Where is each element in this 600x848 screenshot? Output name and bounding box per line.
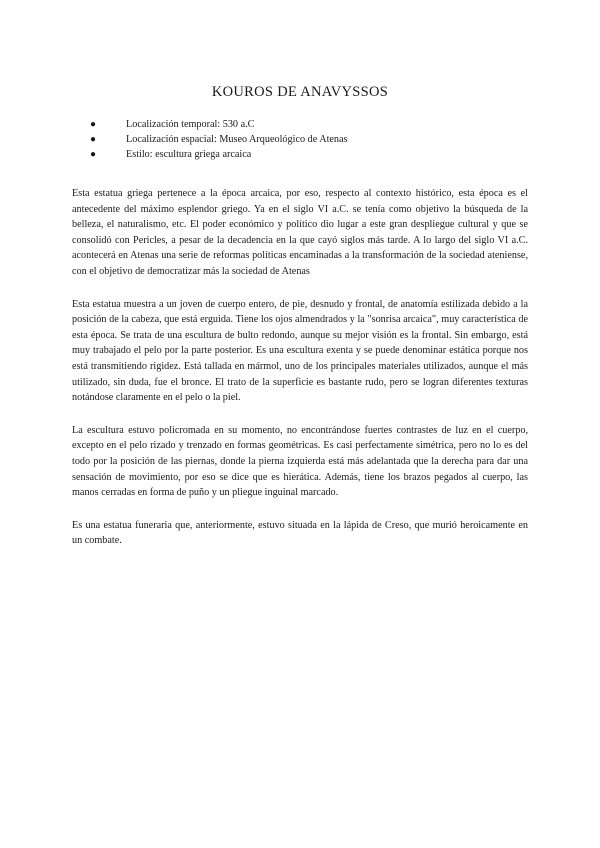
document-title: KOUROS DE ANAVYSSOS	[211, 84, 389, 100]
metadata-item-location	[90, 132, 528, 147]
metadata-text: Localización temporal: 530 a.C	[126, 119, 255, 130]
bullet-icon: ●	[90, 119, 97, 130]
metadata-item-style	[90, 147, 528, 162]
bullet-icon: ●	[90, 134, 97, 145]
metadata-text: Estilo: escultura griega arcaica	[126, 149, 252, 160]
metadata-item-time	[90, 117, 528, 132]
metadata-text: Localización espacial: Museo Arqueológico de Atenas	[126, 134, 348, 145]
bullet-icon: ●	[90, 149, 97, 160]
paragraph-analysis: La escultura estuvo policromada en su momento, no encontrándose fuertes contrastes de luz en el cuerpo, excepto en el pelo rizado y trenzado en formas geométricas. Es casi perfectamente simétrica, pero no lo es del todo por la posición de las piernas, donde la pierna izquierda está más adelantada que la derecha para dar una sensación de movimiento, por eso se dice que es hierática. Además, tiene los brazos pegados al cuerpo, las manos cerradas en forma de puño y un pliegue inguinal marcado.	[72, 424, 528, 499]
paragraph-description: Esta estatua muestra a un joven de cuerpo entero, de pie, desnudo y frontal, de anatomía estilizada debido a la posición de la cabeza, que está erguida. Tiene los ojos almendrados y la "sonrisa arcaica", muy característica de esta época. Se trata de una escultura de bulto redondo, aunque su mejor visión es la frontal. Sin embargo, está muy trabajado el pelo por la parte posterior. Es una escultura exenta y se puede denominar estática porque nos está transmitiendo rigidez. Está tallada en mármol, uno de los principales materiales utilizados, aunque el más utilizado, sin duda, fue el bronce. El trato de la superficie es bastante rudo, pero se logran diferentes texturas notándose claramente en el pelo o la piel.	[72, 298, 528, 404]
paragraph-function: Es una estatua funeraria que, anteriormente, estuvo situada en la lápida de Creso, que murió heroicamente en un combate.	[72, 519, 528, 547]
metadata-list	[72, 117, 528, 162]
paragraph-context: Esta estatua griega pertenece a la época arcaica, por eso, respecto al contexto histórico, esta época es el antecedente del máximo esplendor griego. Ya en el siglo VI a.C. se tenía como objetivo la búsqueda de la belleza, el naturalismo, etc. El poder económico y político dio lugar a este gran despliegue cultural y que se consolidó con Pericles, a pesar de la decadencia en la que cayó siglos más tarde. A lo largo del siglo VI a.C. acontecerá en Atenas una serie de reformas políticas encaminadas a la transformación de la sociedad ateniense, con el objetivo de democratizar más la sociedad de Atenas	[72, 188, 528, 277]
document-page	[72, 84, 528, 566]
